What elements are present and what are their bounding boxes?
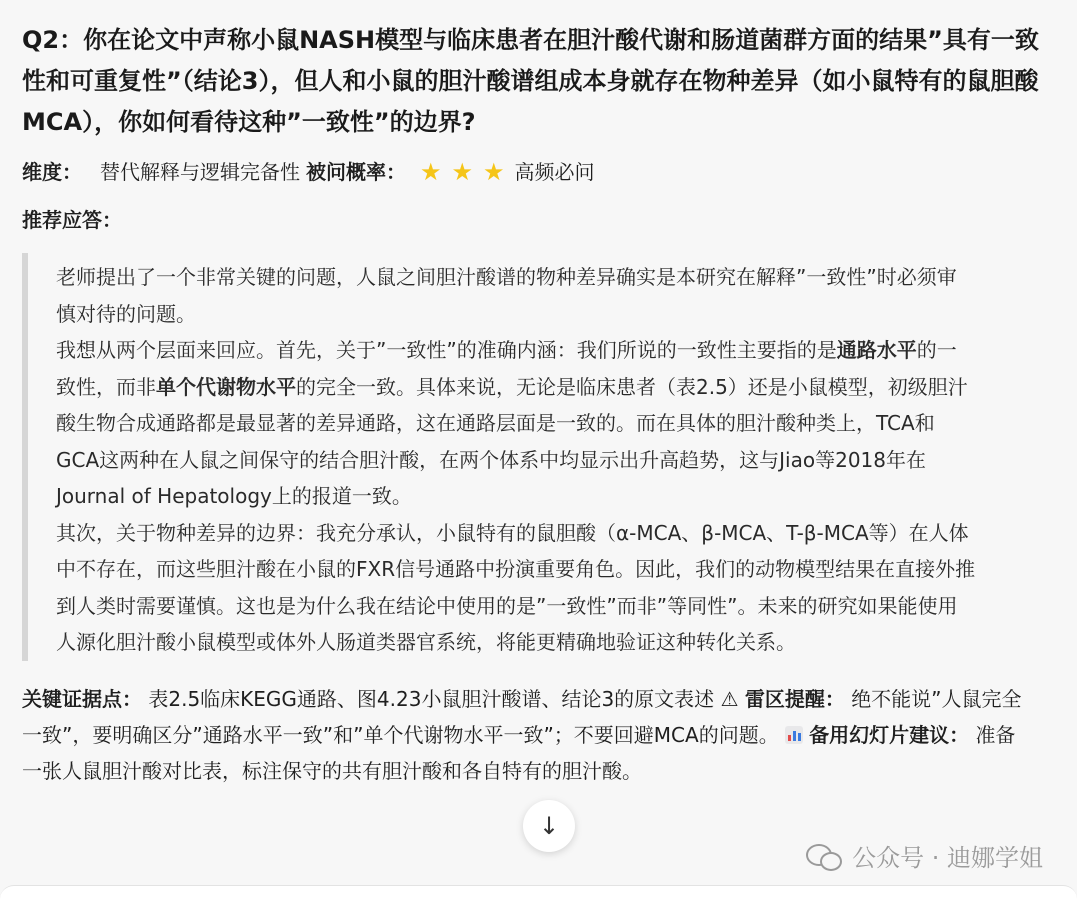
answer-quote [22, 253, 976, 661]
emphasis-pathway-level: 通路水平 [836, 338, 917, 362]
slide-label: 备用幻灯片建议： [809, 722, 970, 747]
wechat-icon [806, 842, 844, 870]
dimension-value: 替代解释与逻辑完备性 [100, 160, 300, 184]
dimension-label: 维度： [22, 160, 82, 184]
watermark-text: 公众号 · 迪娜学姐 [852, 844, 1043, 872]
rating-stars [420, 157, 505, 187]
watermark [806, 838, 1043, 873]
probability-label: 被问概率： [306, 160, 406, 184]
probability-value: 高频必问 [514, 160, 595, 184]
answer-paragraph-2 [56, 332, 976, 515]
meta-line [22, 157, 1052, 187]
key-points [22, 681, 1032, 789]
article-content [22, 20, 1052, 789]
star-icon: ★ [451, 158, 474, 186]
slide-value: 准备一张人鼠胆汁酸对比表，标注保守的共有胆汁酸和各自特有的胆汁酸。 [22, 722, 1016, 783]
emphasis-metabolite-level: 单个代谢物水平 [156, 374, 296, 399]
warning-icon: ⚠ [720, 686, 739, 711]
warning-value: 绝不能说”人鼠完全一致”，要明确区分”通路水平一致”和”单个代谢物水平一致”；不要回避MCA的问题。 [22, 686, 1022, 747]
question-heading: Q2：你在论文中声称小鼠NASH模型与临床患者在胆汁酸代谢和肠道菌群方面的结果”具有一致性和可重复性”（结论3），但人和小鼠的胆汁酸谱组成本身就存在物种差异（如小鼠特有的鼠胆酸MCA），你如何看待这种”一致性”的边界? [22, 26, 1039, 136]
arrow-down-icon: ↓ [538, 812, 560, 840]
answer-text: 我想从两个层面来回应。首先，关于”一致性”的准确内涵：我们所说的一致性主要指的是 [56, 338, 837, 362]
evidence-label: 关键证据点： [22, 686, 142, 711]
warning-label: 雷区提醒： [744, 686, 845, 711]
answer-text: 的完全一致。具体来说，无论是临床患者（表2.5）还是小鼠模型，初级胆汁酸生物合成通路都是最显著的差异通路，这在通路层面是一致的。而在具体的胆汁酸种类上，TCA和GCA这两种在人鼠之间保守的结合胆汁酸，在两个体系中均显示出升高趋势，这与Jiao等2018年在Journal of Hepatology上的报道一致。 [56, 374, 968, 508]
star-icon: ★ [420, 158, 442, 186]
recommended-answer-title: 推荐应答： [22, 208, 122, 232]
star-icon: ★ [483, 158, 505, 186]
evidence-value: 表2.5临床KEGG通路、图4.23小鼠胆汁酸谱、结论3的原文表述 [148, 686, 715, 711]
answer-paragraph-3: 其次，关于物种差异的边界：我充分承认，小鼠特有的鼠胆酸（α-MCA、β-MCA、T-β-MCA等）在人体中不存在，而这些胆汁酸在小鼠的FXR信号通路中扮演重要角色。因此，我们的动物模型结果在直接外推到人类时需要谨慎。这也是为什么我在结论中使用的是”一致性”而非”等同性”。未来的研究如果能使用人源化胆汁酸小鼠模型或体外人肠道类器官系统，将能更精确地验证这种转化关系。 [56, 520, 976, 654]
answer-paragraph-1: 老师提出了一个非常关键的问题，人鼠之间胆汁酸谱的物种差异确实是本研究在解释”一致性”时必须审慎对待的问题。 [56, 265, 957, 326]
bar-chart-icon [785, 726, 803, 744]
answer-text: 的一致性，而非 [56, 338, 957, 399]
scroll-down-button[interactable] [523, 800, 575, 852]
bottom-bar [0, 885, 1077, 900]
